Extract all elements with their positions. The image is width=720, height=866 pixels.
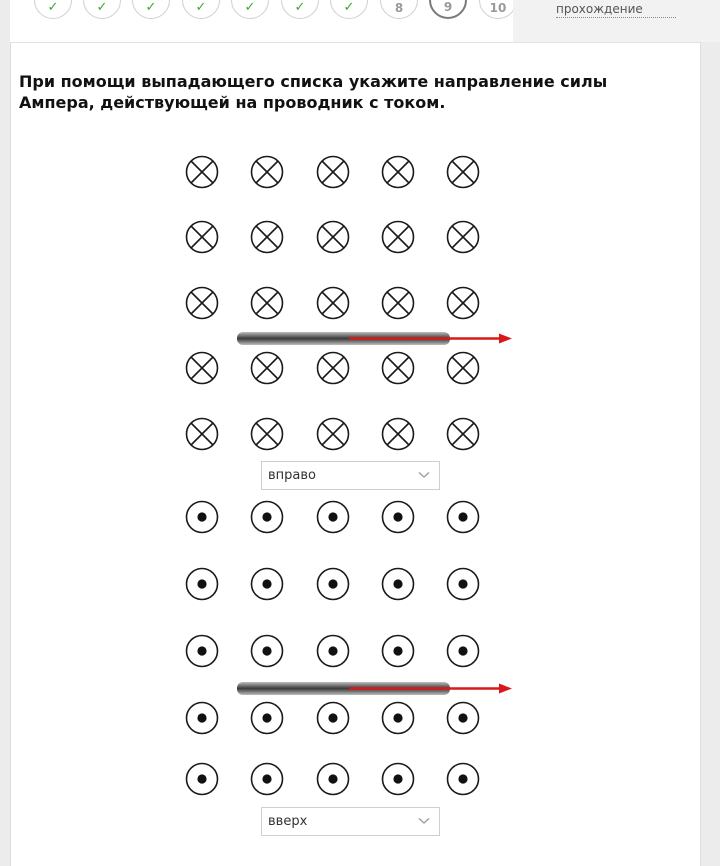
field-out-of-page-icon [252,703,283,734]
check-icon: ✓ [244,0,256,15]
field-out-of-page-icon [448,636,479,667]
field-out-of-page-icon [318,764,349,795]
field-out-of-page-icon [252,636,283,667]
current-arrowhead [499,684,512,694]
field-out-of-page-icon [448,502,479,533]
field-out-of-page-icon [383,569,414,600]
field-into-page-icon [318,353,349,384]
field-out-of-page-icon [187,764,218,795]
field-into-page-icon [252,288,283,319]
field-out-of-page-icon [187,703,218,734]
field-into-page-icon [383,222,414,253]
field-into-page-icon [187,222,218,253]
field-into-page-icon [448,222,479,253]
field-into-page-icon [252,419,283,450]
conductor-2 [237,682,512,695]
field-into-page-icon [252,353,283,384]
field-out-of-page-icon [252,569,283,600]
field-out-of-page-icon [252,764,283,795]
answer-select-1[interactable] [261,461,440,490]
check-icon: ✓ [47,0,59,15]
field-into-page-icon [252,222,283,253]
field-out-of-page-icon [383,764,414,795]
field-into-page-icon [383,157,414,188]
field-out-of-page-icon [383,636,414,667]
field-out-of-page-icon [187,502,218,533]
field-into-page-icon [318,419,349,450]
field-into-page-icon [187,288,218,319]
field-into-page-icon [383,419,414,450]
select-value: вверх [268,814,308,829]
current-arrowhead [499,334,512,344]
field-out-of-page-icon [318,636,349,667]
question-text: При помощи выпадающего списка укажите направление силы Ампера, действующей на проводник с током. [19,72,608,112]
field-out-of-page-icon [448,764,479,795]
chevron-down-icon [418,816,430,826]
field-out-of-page-icon [252,502,283,533]
field-out-of-page-icon [448,569,479,600]
field-into-page-icon [187,419,218,450]
check-icon: ✓ [343,0,355,15]
field-into-page-icon [318,157,349,188]
check-icon: ✓ [96,0,108,15]
field-out-of-page-group [187,502,479,795]
select-value: вправо [268,468,316,483]
step-number: 8 [394,1,404,15]
chevron-down-icon [418,470,430,480]
field-into-page-icon [187,157,218,188]
field-into-page-icon [448,288,479,319]
field-into-page-icon [383,288,414,319]
field-into-page-icon [187,353,218,384]
step-number: 10 [489,1,507,15]
check-icon: ✓ [195,0,207,15]
field-into-page-icon [448,157,479,188]
field-into-page-icon [448,419,479,450]
field-out-of-page-icon [187,569,218,600]
check-icon: ✓ [145,0,157,15]
side-link[interactable]: прохождение [556,2,676,18]
field-into-page-icon [318,288,349,319]
field-out-of-page-icon [448,703,479,734]
field-out-of-page-icon [383,502,414,533]
field-into-page-icon [448,353,479,384]
field-into-page-icon [318,222,349,253]
field-out-of-page-icon [318,569,349,600]
field-out-of-page-icon [318,703,349,734]
step-number: 9 [443,0,453,14]
field-out-of-page-icon [318,502,349,533]
answer-select-2[interactable] [261,807,440,836]
check-icon: ✓ [294,0,306,15]
field-into-page-icon [383,353,414,384]
field-into-page-icon [252,157,283,188]
field-out-of-page-icon [383,703,414,734]
field-out-of-page-icon [187,636,218,667]
field-into-page-group [187,157,479,450]
conductor-1 [237,332,512,345]
